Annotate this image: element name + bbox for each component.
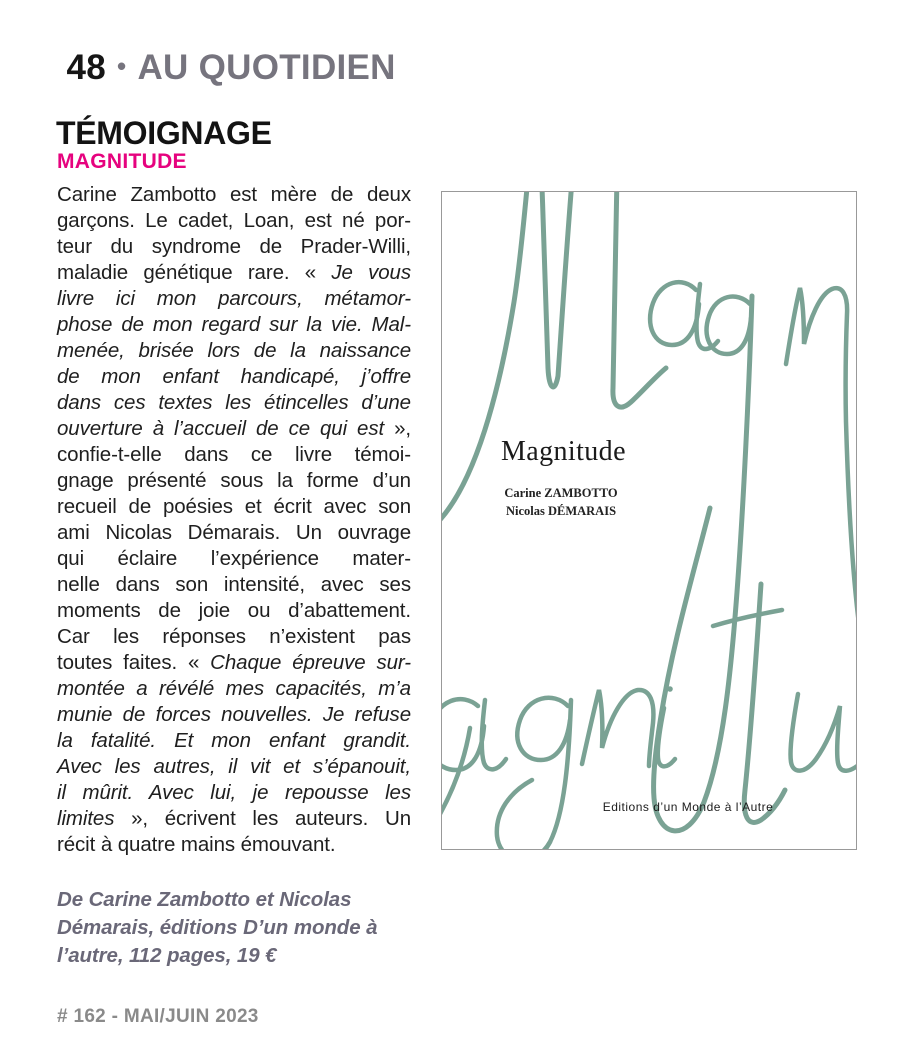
cover-book-title: Magnitude: [501, 436, 626, 467]
issue-footer: # 162 - MAI/JUIN 2023: [57, 1006, 259, 1027]
cover-authors: [480, 485, 642, 520]
body-line: [57, 624, 411, 650]
body-text: »,: [384, 417, 411, 440]
body-line: [57, 234, 411, 260]
body-line: [57, 364, 411, 390]
body-text: garçons. Le cadet, Loan, est né por-: [57, 209, 411, 232]
body-text: confie-t-elle dans ce livre témoi-: [57, 443, 411, 466]
body-text: récit à quatre mains émouvant.: [57, 833, 336, 856]
body-line: [57, 832, 411, 858]
body-text-italic: il mûrit. Avec lui, je repousse les: [57, 781, 411, 804]
body-text-italic: livre ici mon parcours, métamor-: [57, 287, 411, 310]
body-text-italic: menée, brisée lors de la naissance: [57, 339, 411, 362]
body-line: [57, 312, 411, 338]
body-text-italic: dans ces textes les étincelles d’une: [57, 391, 411, 414]
body-line: [57, 494, 411, 520]
body-line: [57, 442, 411, 468]
body-text-italic: montée a révélé mes capacités, m’a: [57, 677, 411, 700]
body-text: recueil de poésies et écrit avec son: [57, 495, 411, 518]
body-text-italic: de mon enfant handicapé, j’offre: [57, 365, 411, 388]
page-header: [57, 30, 396, 88]
body-line: [57, 780, 411, 806]
body-line: [57, 260, 411, 286]
body-text: teur du syndrome de Prader-Willi,: [57, 235, 411, 258]
article-body: [57, 182, 411, 858]
body-line: [57, 754, 411, 780]
body-line: [57, 338, 411, 364]
credit-line: Démarais, éditions D’un monde à: [57, 916, 378, 939]
book-cover: [441, 191, 857, 850]
body-text-italic: Avec les autres, il vit et s’épanouit,: [57, 755, 411, 778]
body-line: [57, 546, 411, 572]
body-line: [57, 208, 411, 234]
body-text: », écrivent les auteurs. Un: [114, 807, 411, 830]
body-text: moments de joie ou d’abattement.: [57, 599, 411, 622]
cover-publisher: Editions d’un Monde à l’Autre: [602, 800, 774, 814]
cover-script-lettering: [442, 192, 856, 849]
body-line: [57, 728, 411, 754]
body-text-italic: phose de mon regard sur la vie. Mal-: [57, 313, 411, 336]
body-text: Carine Zambotto est mère de deux: [57, 183, 411, 206]
article-title: MAGNITUDE: [57, 150, 187, 173]
body-line: [57, 572, 411, 598]
body-line: [57, 286, 411, 312]
body-text-italic: Chaque épreuve sur-: [210, 651, 411, 674]
body-line: [57, 416, 411, 442]
body-text: maladie génétique rare. «: [57, 261, 332, 284]
credit-line: l’autre, 112 pages, 19 €: [57, 944, 277, 967]
body-line: [57, 182, 411, 208]
body-line: [57, 598, 411, 624]
body-line: [57, 806, 411, 832]
section-title: AU QUOTIDIEN: [137, 48, 396, 87]
body-line: [57, 468, 411, 494]
body-text-italic: la fatalité. Et mon enfant grandit.: [57, 729, 411, 752]
body-line: [57, 676, 411, 702]
body-text: Car les réponses n’existent pas: [57, 625, 411, 648]
body-text-italic: Je vous: [331, 261, 411, 284]
body-text: ami Nicolas Démarais. Un ouvrage: [57, 521, 411, 544]
body-line: [57, 650, 411, 676]
book-credit: [57, 886, 377, 970]
body-text: gnage présenté sous la forme d’un: [57, 469, 411, 492]
cover-author: Nicolas DÉMARAIS: [505, 503, 617, 518]
body-line: [57, 702, 411, 728]
body-text-italic: limites: [57, 807, 115, 830]
bullet-separator: •: [117, 51, 127, 81]
body-text: toutes faites. «: [57, 651, 211, 674]
body-text: nelle dans son intensité, avec ses: [57, 573, 411, 596]
body-line: [57, 520, 411, 546]
article-kicker: TÉMOIGNAGE: [56, 115, 272, 151]
credit-line: De Carine Zambotto et Nicolas: [57, 888, 352, 911]
body-text: qui éclaire l’expérience mater-: [57, 547, 411, 570]
body-line: [57, 390, 411, 416]
body-text-italic: munie de forces nouvelles. Je refuse: [57, 703, 411, 726]
body-text-italic: ouverture à l’accueil de ce qui est: [57, 417, 385, 440]
cover-author: Carine ZAMBOTTO: [504, 486, 618, 500]
page-number: 48: [66, 48, 107, 87]
